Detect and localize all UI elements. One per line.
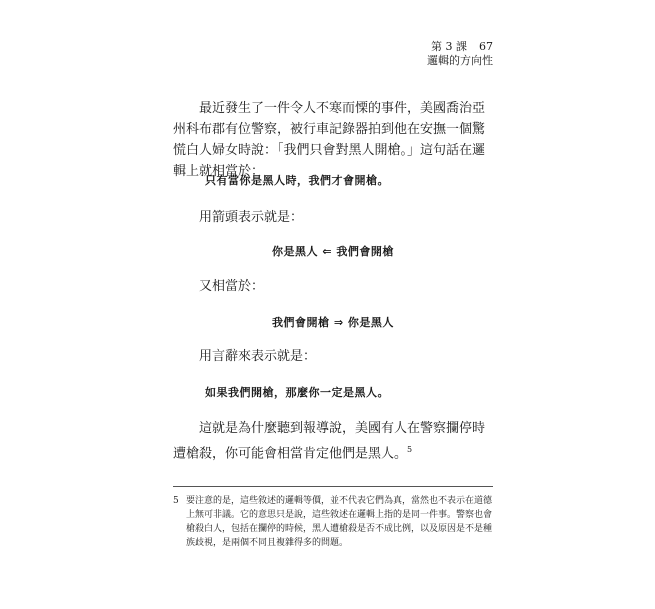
paragraph-5-text: 這就是為什麼聽到報導說，美國有人在警察攔停時遭槍殺，你可能會相當肯定他們是黑人。 xyxy=(173,421,486,462)
footnote-reference[interactable]: 5 xyxy=(407,445,413,454)
quote-2: 如果我們開槍，那麼你一定是黑人。 xyxy=(205,386,389,399)
quote-1: 只有當你是黑人時，我們才會開槍。 xyxy=(205,174,389,187)
formula-1: 你是黑人 ⇐ 我們會開槍 xyxy=(272,245,394,258)
paragraph-4: 用言辭來表示就是： xyxy=(199,349,317,364)
footnote xyxy=(173,494,493,550)
lesson-label: 第 3 課 xyxy=(431,40,467,53)
footnote-text: 要注意的是，這些敘述的邏輯等價，並不代表它們為真，當然也不表示在道德上無可非議。它的意思只是說，這些敘述在邏輯上指的是同一件事。警察也會槍殺白人，包括在攔停的時候，黑人遭槍殺是否不成比例，以及原因是不是種族歧視，是兩個不同且複雜得多的問題。 xyxy=(186,496,493,548)
paragraph-2: 用箭頭表示就是： xyxy=(199,210,304,225)
paragraph-5 xyxy=(173,418,493,464)
running-header xyxy=(427,40,493,68)
footnote-divider xyxy=(173,486,493,487)
formula-2: 我們會開槍 ⇒ 你是黑人 xyxy=(272,316,394,329)
page-number: 67 xyxy=(479,40,493,53)
chapter-subtitle: 邏輯的方向性 xyxy=(427,54,493,67)
paragraph-3: 又相當於： xyxy=(199,279,265,294)
footnote-number: 5 xyxy=(173,496,179,506)
paragraph-1: 最近發生了一件令人不寒而慄的事件，美國喬治亞州科布郡有位警察，被行車記錄器拍到他在安撫一個驚慌白人婦女時說：「我們只會對黑人開槍。」這句話在邏輯上就相當於： xyxy=(173,101,486,179)
